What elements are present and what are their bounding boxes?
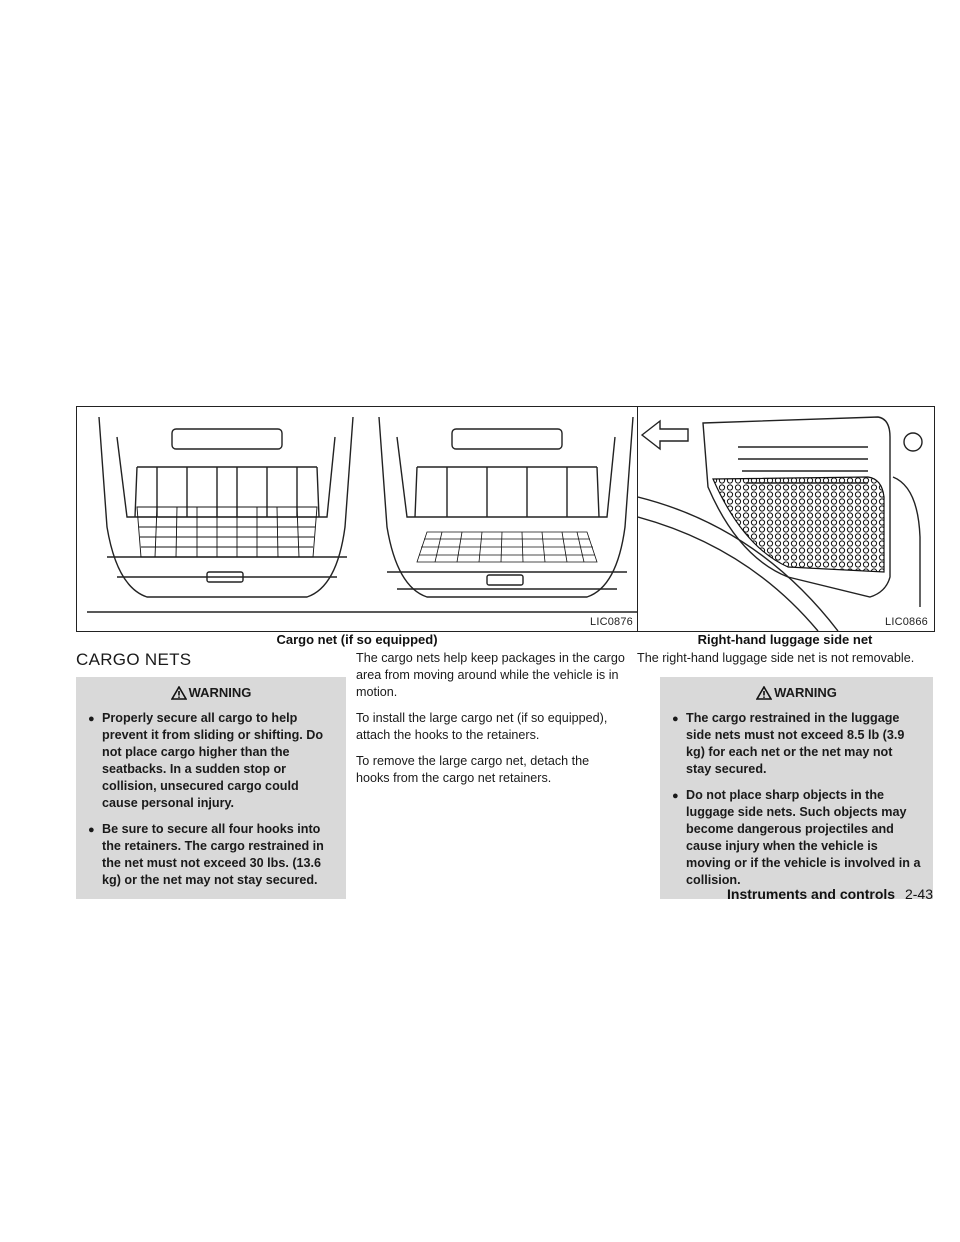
warning-item (672, 710, 921, 778)
bullet-icon: ● (672, 790, 679, 802)
warning-text: Do not place sharp objects in the luggage side nets. Such objects may become dangerous projectiles and cause injury when the vehicle is moving or if the vehicle is involved in a collision. (686, 788, 921, 887)
cargo-net-figure (76, 406, 640, 632)
footer-page-number: 2-43 (904, 886, 933, 902)
warning-box-left (76, 677, 346, 899)
warning-item (672, 787, 921, 889)
figure-code-right: LIC0866 (885, 616, 928, 628)
bullet-icon: ● (88, 713, 95, 725)
bullet-icon: ● (88, 824, 95, 836)
section-title: CARGO NETS (76, 650, 192, 669)
warning-triangle-icon (171, 686, 187, 700)
body-paragraph: The cargo nets help keep packages in the cargo area from moving around while the vehicle is in motion. (356, 651, 625, 699)
warning-header-right (672, 685, 921, 700)
page-footer (727, 886, 933, 902)
warning-item (88, 821, 334, 889)
warning-text: Properly secure all cargo to help prevent it from sliding or shifting. Do not place cargo higher than the seatbacks. In a sudden stop or collision, unsecured cargo could cause personal injury. (102, 711, 324, 810)
warning-label-left: WARNING (188, 685, 252, 700)
side-net-figure (637, 406, 935, 632)
warning-box-right (660, 677, 933, 899)
warning-triangle-icon (756, 686, 772, 700)
figure-code-left: LIC0876 (590, 616, 633, 628)
body-paragraph: The right-hand luggage side net is not removable. (637, 651, 915, 665)
warning-item (88, 710, 334, 812)
footer-section: Instruments and controls (727, 886, 896, 902)
bullet-icon: ● (672, 713, 679, 725)
warning-text: Be sure to secure all four hooks into the retainers. The cargo restrained in the net must not exceed 30 lbs. (13.6 kg) or the net may not stay secured. (102, 822, 324, 887)
side-net-illustration (638, 407, 934, 631)
warning-header-left (88, 685, 334, 700)
warning-label-right: WARNING (774, 685, 837, 700)
body-paragraph: To install the large cargo net (if so equipped), attach the hooks to the retainers. (356, 711, 608, 742)
figure-caption-left: Cargo net (if so equipped) (276, 632, 438, 647)
figure-caption-right: Right-hand luggage side net (697, 632, 873, 647)
warning-text: The cargo restrained in the luggage side nets must not exceed 8.5 lb (3.9 kg) for each net or the net may not stay secured. (686, 711, 905, 776)
body-paragraph: To remove the large cargo net, detach the hooks from the cargo net retainers. (356, 754, 590, 785)
cargo-net-illustration (77, 407, 639, 631)
